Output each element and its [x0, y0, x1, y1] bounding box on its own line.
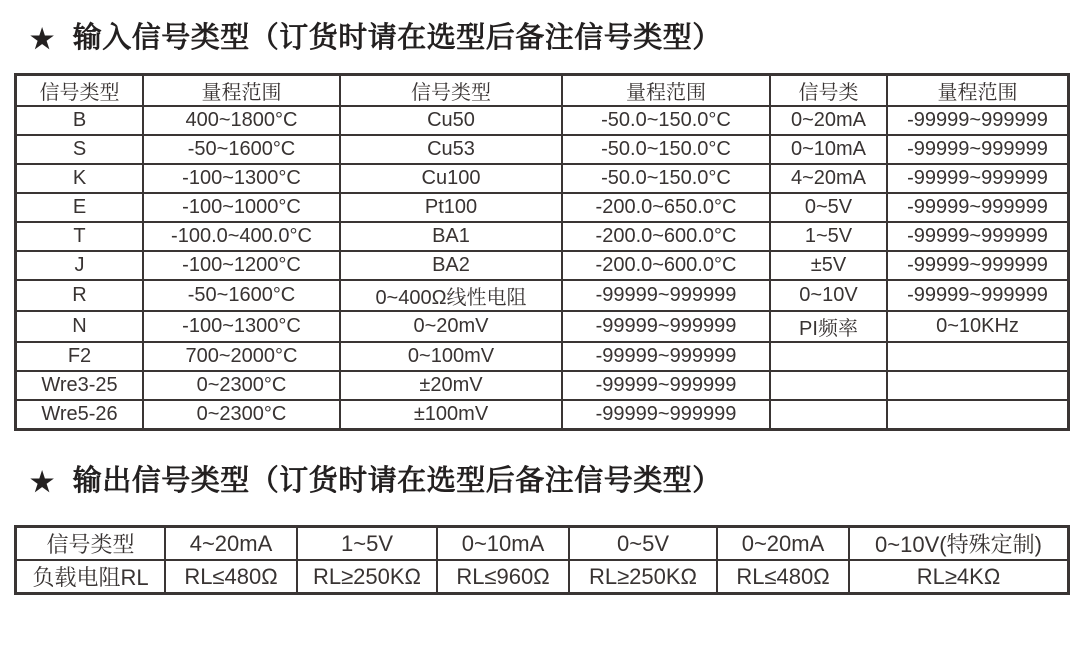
- table-cell: 0~10V(特殊定制): [849, 527, 1069, 561]
- table-cell: ±100mV: [340, 400, 562, 429]
- table-cell: RL≥250KΩ: [297, 560, 437, 594]
- page: [0, 22, 1080, 595]
- table-cell: -100~1000°C: [143, 193, 340, 222]
- table-row: [16, 342, 1069, 371]
- column-header: 信号类型: [16, 75, 144, 107]
- table-cell: 0~20mA: [717, 527, 849, 561]
- table-cell: Cu100: [340, 164, 562, 193]
- output-section-title-text: 输出信号类型（订货时请在选型后备注信号类型）: [72, 464, 722, 497]
- table-row: [16, 560, 1069, 594]
- table-cell: -100.0~400.0°C: [143, 222, 340, 251]
- table-cell: Pt100: [340, 193, 562, 222]
- table-cell: -99999~999999: [887, 193, 1069, 222]
- table-cell: 4~20mA: [165, 527, 297, 561]
- table-cell: 0~5V: [569, 527, 717, 561]
- table-cell: N: [16, 311, 144, 342]
- table-row: [16, 400, 1069, 429]
- table-cell: 1~5V: [770, 222, 887, 251]
- column-header: 信号类型: [340, 75, 562, 107]
- table-row: [16, 527, 1069, 561]
- input-signal-table: [14, 73, 1070, 431]
- star-icon: ★: [30, 467, 55, 498]
- table-cell: -50~1600°C: [143, 135, 340, 164]
- table-cell: -200.0~600.0°C: [562, 251, 770, 280]
- table-cell: -99999~999999: [562, 342, 770, 371]
- table-cell: 0~100mV: [340, 342, 562, 371]
- table-cell: K: [16, 164, 144, 193]
- table-cell: J: [16, 251, 144, 280]
- table-cell: 0~5V: [770, 193, 887, 222]
- table-cell: RL≤480Ω: [165, 560, 297, 594]
- table-cell: -99999~999999: [887, 106, 1069, 135]
- table-row: [16, 193, 1069, 222]
- table-cell: R: [16, 280, 144, 311]
- table-cell: 0~10mA: [437, 527, 569, 561]
- column-header: 量程范围: [143, 75, 340, 107]
- table-cell: [770, 342, 887, 371]
- column-header: 量程范围: [562, 75, 770, 107]
- input-section-title: [30, 22, 1080, 55]
- table-cell: RL≤480Ω: [717, 560, 849, 594]
- table-cell: -99999~999999: [562, 280, 770, 311]
- table-cell: 0~20mV: [340, 311, 562, 342]
- table-cell: Wre3-25: [16, 371, 144, 400]
- table-row: [16, 106, 1069, 135]
- table-cell: [887, 371, 1069, 400]
- table-cell: F2: [16, 342, 144, 371]
- table-cell: Cu50: [340, 106, 562, 135]
- table-cell: -200.0~650.0°C: [562, 193, 770, 222]
- table-cell: 0~2300°C: [143, 371, 340, 400]
- table-cell: -50~1600°C: [143, 280, 340, 311]
- table-cell: ±5V: [770, 251, 887, 280]
- table-cell: S: [16, 135, 144, 164]
- table-cell: T: [16, 222, 144, 251]
- table-cell: -99999~999999: [887, 280, 1069, 311]
- table-cell: 400~1800°C: [143, 106, 340, 135]
- input-table-header-row: [16, 75, 1069, 107]
- table-cell: -99999~999999: [887, 164, 1069, 193]
- table-cell: 信号类型: [16, 527, 166, 561]
- output-table-body: [16, 527, 1069, 594]
- column-header: 信号类: [770, 75, 887, 107]
- table-cell: Cu53: [340, 135, 562, 164]
- input-section-title-text: 输入信号类型（订货时请在选型后备注信号类型）: [72, 22, 722, 54]
- table-cell: -100~1300°C: [143, 164, 340, 193]
- table-cell: 4~20mA: [770, 164, 887, 193]
- star-icon: ★: [30, 24, 55, 55]
- table-cell: 1~5V: [297, 527, 437, 561]
- table-cell: -200.0~600.0°C: [562, 222, 770, 251]
- table-row: [16, 311, 1069, 342]
- table-row: [16, 135, 1069, 164]
- output-section-title: [30, 465, 1080, 498]
- table-cell: -50.0~150.0°C: [562, 135, 770, 164]
- table-cell: 0~2300°C: [143, 400, 340, 429]
- table-cell: B: [16, 106, 144, 135]
- table-cell: Wre5-26: [16, 400, 144, 429]
- table-cell: 0~20mA: [770, 106, 887, 135]
- table-cell: PI频率: [770, 311, 887, 342]
- table-row: [16, 280, 1069, 311]
- column-header: 量程范围: [887, 75, 1069, 107]
- table-cell: 0~10V: [770, 280, 887, 311]
- table-row: [16, 251, 1069, 280]
- input-table-body: [16, 106, 1069, 429]
- table-cell: RL≥250KΩ: [569, 560, 717, 594]
- table-cell: -99999~999999: [562, 371, 770, 400]
- table-cell: -50.0~150.0°C: [562, 164, 770, 193]
- table-cell: [887, 400, 1069, 429]
- table-cell: [770, 400, 887, 429]
- table-cell: -99999~999999: [887, 135, 1069, 164]
- table-cell: -99999~999999: [887, 251, 1069, 280]
- table-cell: 0~400Ω线性电阻: [340, 280, 562, 311]
- table-cell: BA1: [340, 222, 562, 251]
- table-cell: -100~1300°C: [143, 311, 340, 342]
- output-signal-table: [14, 525, 1070, 595]
- table-cell: 0~10KHz: [887, 311, 1069, 342]
- table-cell: E: [16, 193, 144, 222]
- table-cell: 700~2000°C: [143, 342, 340, 371]
- table-cell: RL≤960Ω: [437, 560, 569, 594]
- table-cell: ±20mV: [340, 371, 562, 400]
- table-cell: 负载电阻RL: [16, 560, 166, 594]
- table-cell: -100~1200°C: [143, 251, 340, 280]
- table-cell: RL≥4KΩ: [849, 560, 1069, 594]
- table-cell: -50.0~150.0°C: [562, 106, 770, 135]
- table-row: [16, 371, 1069, 400]
- table-cell: BA2: [340, 251, 562, 280]
- table-cell: 0~10mA: [770, 135, 887, 164]
- table-cell: -99999~999999: [887, 222, 1069, 251]
- table-cell: -99999~999999: [562, 311, 770, 342]
- table-cell: [887, 342, 1069, 371]
- table-cell: -99999~999999: [562, 400, 770, 429]
- table-row: [16, 222, 1069, 251]
- table-cell: [770, 371, 887, 400]
- table-row: [16, 164, 1069, 193]
